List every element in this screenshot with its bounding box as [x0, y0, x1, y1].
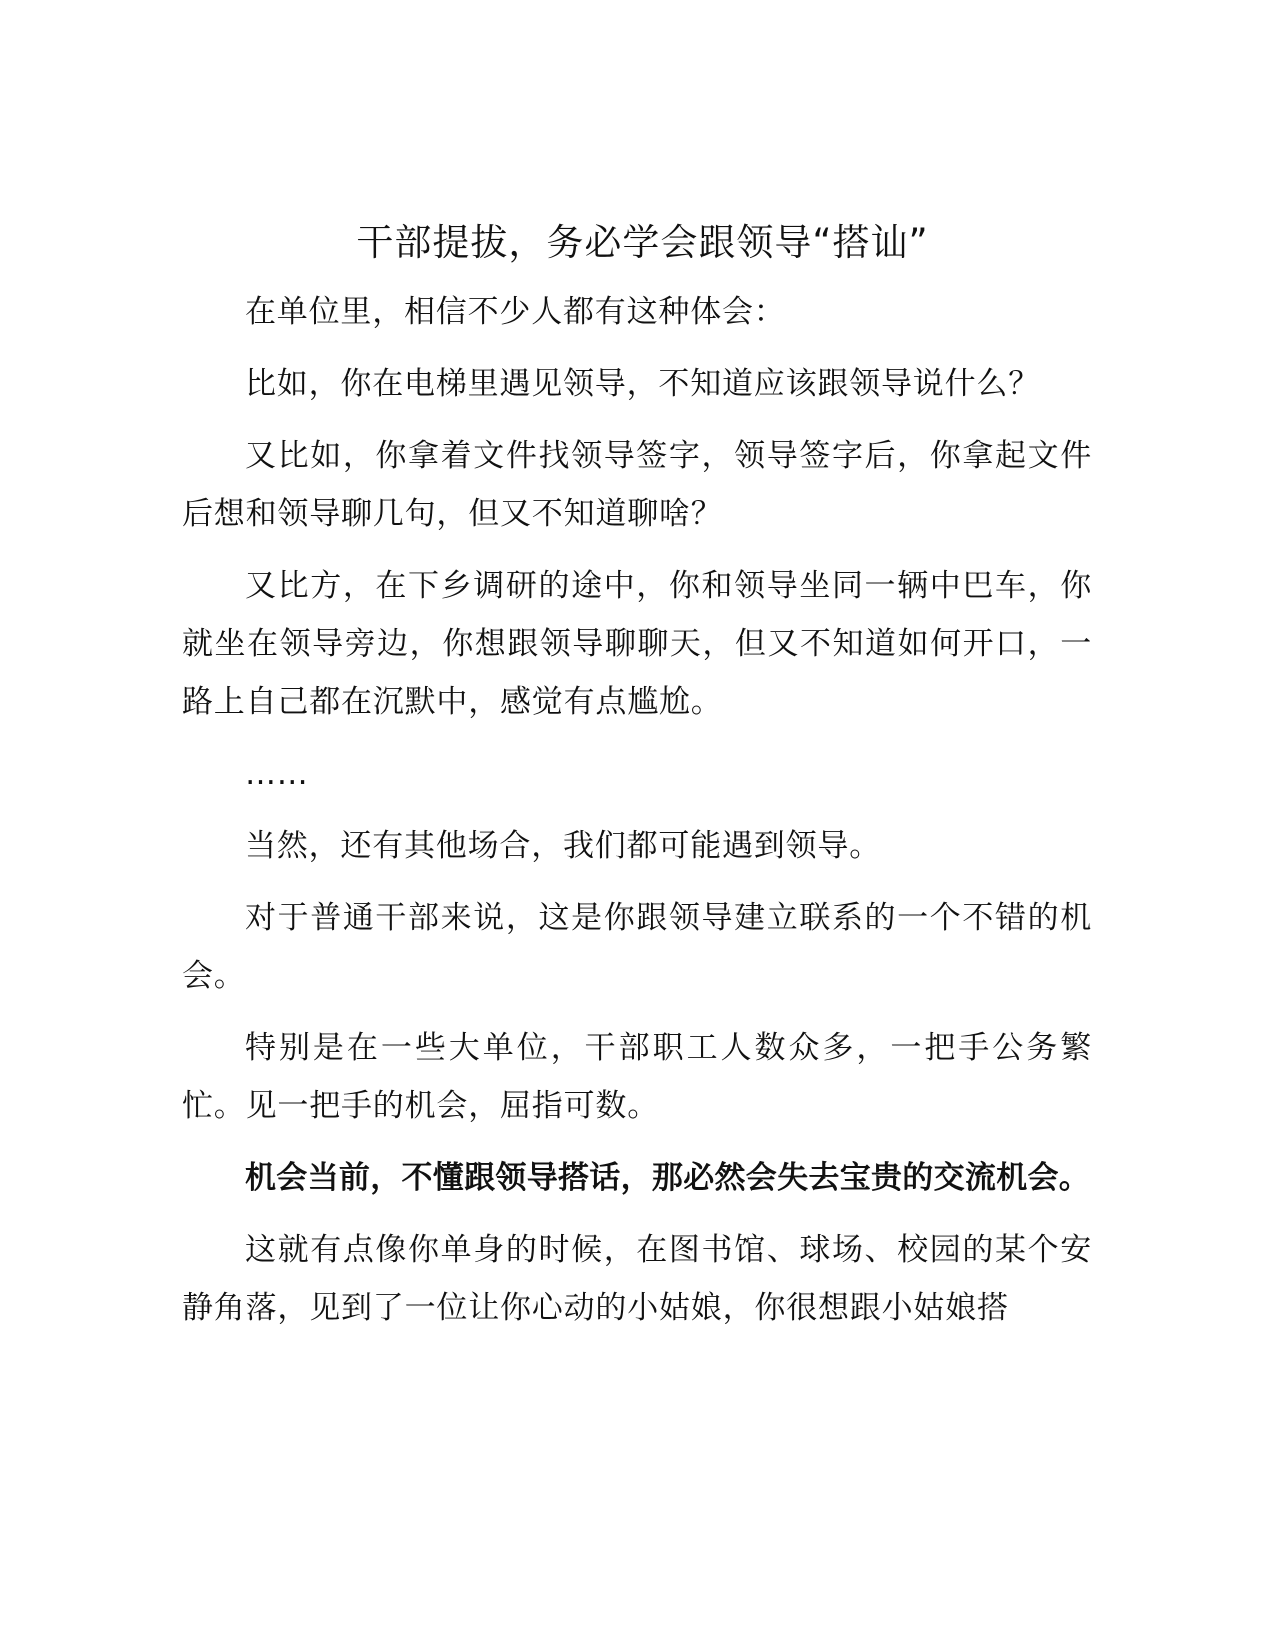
ellipsis-paragraph: …… — [245, 756, 309, 792]
document-title-text: 干部提拔，务必学会跟领导“搭讪” — [356, 221, 929, 264]
paragraph: 对于普通干部来说，这是你跟领导建立联系的一个不错的机会。 — [182, 900, 1092, 994]
paragraph: 又比如，你拿着文件找领导签字，领导签字后，你拿起文件后想和领导聊几句，但又不知道聊啥？ — [182, 438, 1092, 532]
paragraph: 在单位里，相信不少人都有这种体会： — [245, 294, 786, 330]
paragraph: 又比方，在下乡调研的途中，你和领导坐同一辆中巴车，你就坐在领导旁边，你想跟领导聊聊天，但又不知道如何开口，一路上自己都在沉默中，感觉有点尴尬。 — [182, 568, 1092, 720]
emphasized-paragraph: 机会当前，不懂跟领导搭话，那必然会失去宝贵的交流机会。 — [245, 1160, 1091, 1196]
paragraph: 这就有点像你单身的时候，在图书馆、球场、校园的某个安静角落，见到了一位让你心动的小姑娘，你很想跟小姑娘搭 — [182, 1232, 1092, 1326]
paragraph: 特别是在一些大单位，干部职工人数众多，一把手公务繁忙。见一把手的机会，屈指可数。 — [182, 1030, 1092, 1124]
document-title — [0, 218, 1275, 268]
document-body — [182, 283, 1092, 1351]
paragraph: 当然，还有其他场合，我们都可能遇到领导。 — [245, 828, 881, 864]
paragraph: 比如，你在电梯里遇见领导，不知道应该跟领导说什么？ — [245, 366, 1040, 402]
